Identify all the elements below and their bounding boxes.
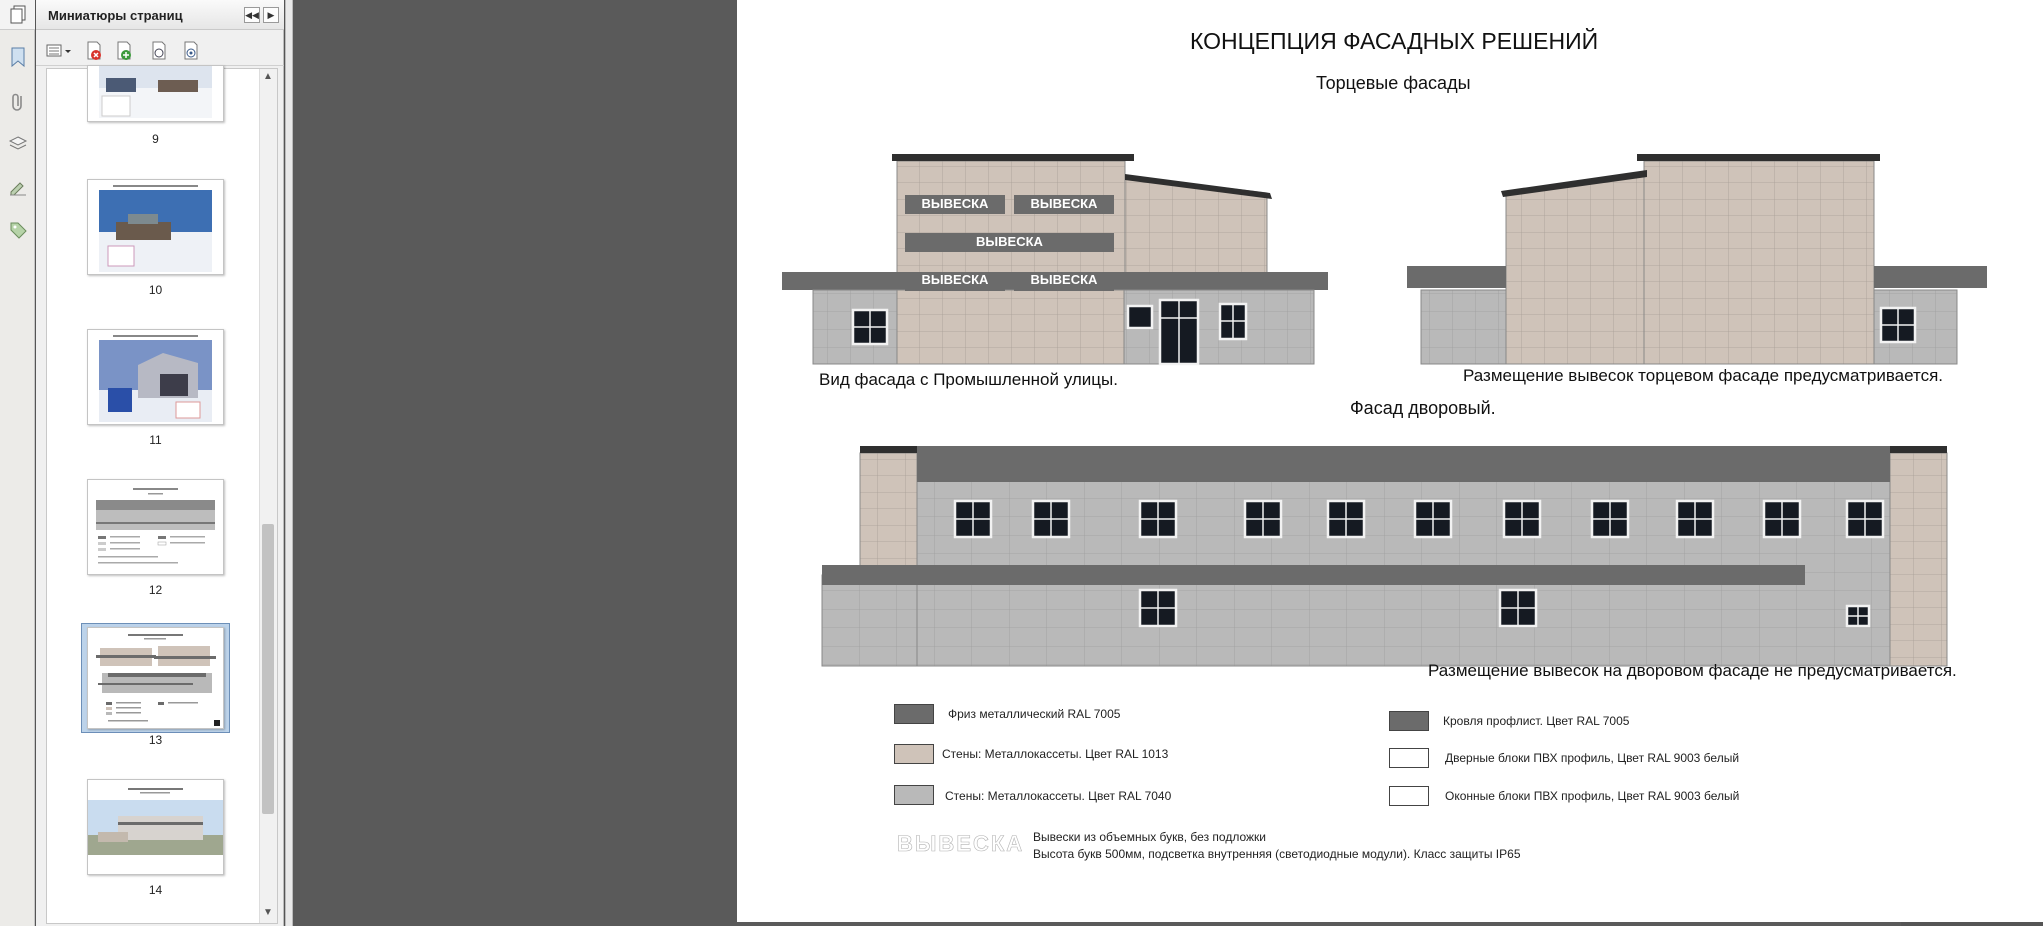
sign-label: ВЫВЕСКА: [976, 234, 1043, 249]
legend-label: Стены: Металлокассеты. Цвет RAL 7040: [945, 789, 1172, 803]
facade-drawing-yard: [822, 443, 1982, 663]
thumbnail-page-number: 14: [148, 883, 163, 897]
legend-label: Дверные блоки ПВХ профиль, Цвет RAL 9003 белый: [1445, 751, 1740, 765]
rail-top: [0, 0, 35, 30]
sign-label: ВЫВЕСКА: [921, 272, 989, 287]
thumbnail-page-number: 11: [149, 433, 162, 447]
thumbnail-image: [88, 66, 223, 121]
legend-label: Оконные блоки ПВХ профиль, Цвет RAL 9003 белый: [1445, 789, 1740, 803]
sign-label: ВЫВЕСКА: [1030, 272, 1098, 287]
yard-facade-subtitle: Фасад дворовый.: [1350, 398, 1496, 418]
scroll-down-arrow-icon[interactable]: ▼: [263, 907, 273, 918]
thumbnail-image: [88, 780, 223, 874]
thumbnail-list[interactable]: [46, 68, 278, 924]
legend-swatch-doors: [1389, 748, 1429, 768]
yard-facade-caption: Размещение вывесок на дворовом фасаде не предусматривается.: [1428, 661, 1957, 680]
thumbnail-image: [88, 180, 223, 274]
page-title: КОНЦЕПЦИЯ ФАСАДНЫХ РЕШЕНИЙ: [1190, 28, 1599, 54]
thumbnail-image: [88, 480, 223, 574]
layers-icon[interactable]: [7, 133, 29, 155]
thumbnail-page-number: 13: [148, 733, 163, 747]
document-page: [737, 0, 2043, 922]
rotate-pages-icon[interactable]: [149, 41, 169, 61]
collapse-panel-button[interactable]: ◀◀: [244, 7, 260, 23]
legend-swatch-windows: [1389, 786, 1429, 806]
legend-label: Стены: Металлокассеты. Цвет RAL 1013: [942, 747, 1169, 761]
thumbnail-page-number: 10: [148, 283, 163, 297]
end-facades-subtitle: Торцевые фасады: [1316, 73, 1471, 93]
sign-note-line-2: Высота букв 500мм, подсветка внутренняя (светодиодные модули). Класс защиты IP65: [1033, 847, 1521, 861]
legend-swatch-wall-1013: [894, 744, 934, 764]
thumbnail-page-number: 9: [152, 132, 159, 146]
document-viewport[interactable]: [293, 0, 1957, 926]
sign-sample-lettering: ВЫВЕСКА: [897, 831, 1025, 856]
facade-drawing-end: [1407, 150, 1987, 370]
navigation-rail: [0, 0, 35, 926]
page-thumbnails-panel: [36, 0, 284, 926]
options-menu-icon[interactable]: [46, 41, 74, 61]
thumbnail-image: [88, 628, 223, 728]
page-thumbnail[interactable]: [87, 179, 224, 275]
legend-label: Кровля профлист. Цвет RAL 7005: [1443, 714, 1630, 728]
page-thumbnails-icon[interactable]: [7, 4, 29, 26]
scrollbar-thumb[interactable]: [262, 524, 274, 814]
page-thumbnail[interactable]: [87, 479, 224, 575]
panel-title: Миниатюры страниц: [48, 8, 183, 23]
page-thumbnail[interactable]: [87, 779, 224, 875]
signature-icon[interactable]: [7, 176, 29, 198]
end-facade-caption: Размещение вывесок торцевом фасаде предусматривается.: [1463, 366, 1944, 385]
thumbnail-page-number: 12: [148, 583, 163, 597]
street-facade-caption: Вид фасада с Промышленной улицы.: [819, 370, 1118, 389]
page-thumbnail-selected[interactable]: [87, 627, 224, 729]
thumbnail-scrollbar[interactable]: [259, 69, 277, 923]
page-thumbnail[interactable]: [87, 329, 224, 425]
panel-splitter[interactable]: [285, 0, 293, 926]
delete-pages-icon[interactable]: [84, 41, 104, 61]
sign-label: ВЫВЕСКА: [921, 196, 989, 211]
legend-swatch-frieze: [894, 704, 934, 724]
print-pages-icon[interactable]: [181, 41, 201, 61]
sign-label: ВЫВЕСКА: [1030, 196, 1098, 211]
scroll-up-arrow-icon[interactable]: ▲: [263, 71, 273, 82]
insert-pages-icon[interactable]: [114, 41, 134, 61]
legend-swatch-wall-7040: [894, 785, 934, 805]
page-thumbnail[interactable]: [87, 65, 224, 122]
legend-label: Фриз металлический RAL 7005: [948, 707, 1121, 721]
panel-toolbar: [36, 36, 284, 66]
panel-menu-button[interactable]: ▶: [263, 7, 279, 23]
sign-note-line-1: Вывески из объемных букв, без подложки: [1033, 830, 1266, 844]
attachment-icon[interactable]: [7, 91, 29, 113]
panel-header: [36, 0, 284, 30]
legend-swatch-roof: [1389, 711, 1429, 731]
bookmark-icon[interactable]: [7, 46, 29, 68]
tag-icon[interactable]: [7, 219, 29, 241]
facade-drawing-street: [782, 150, 1332, 370]
thumbnail-image: [88, 330, 223, 424]
